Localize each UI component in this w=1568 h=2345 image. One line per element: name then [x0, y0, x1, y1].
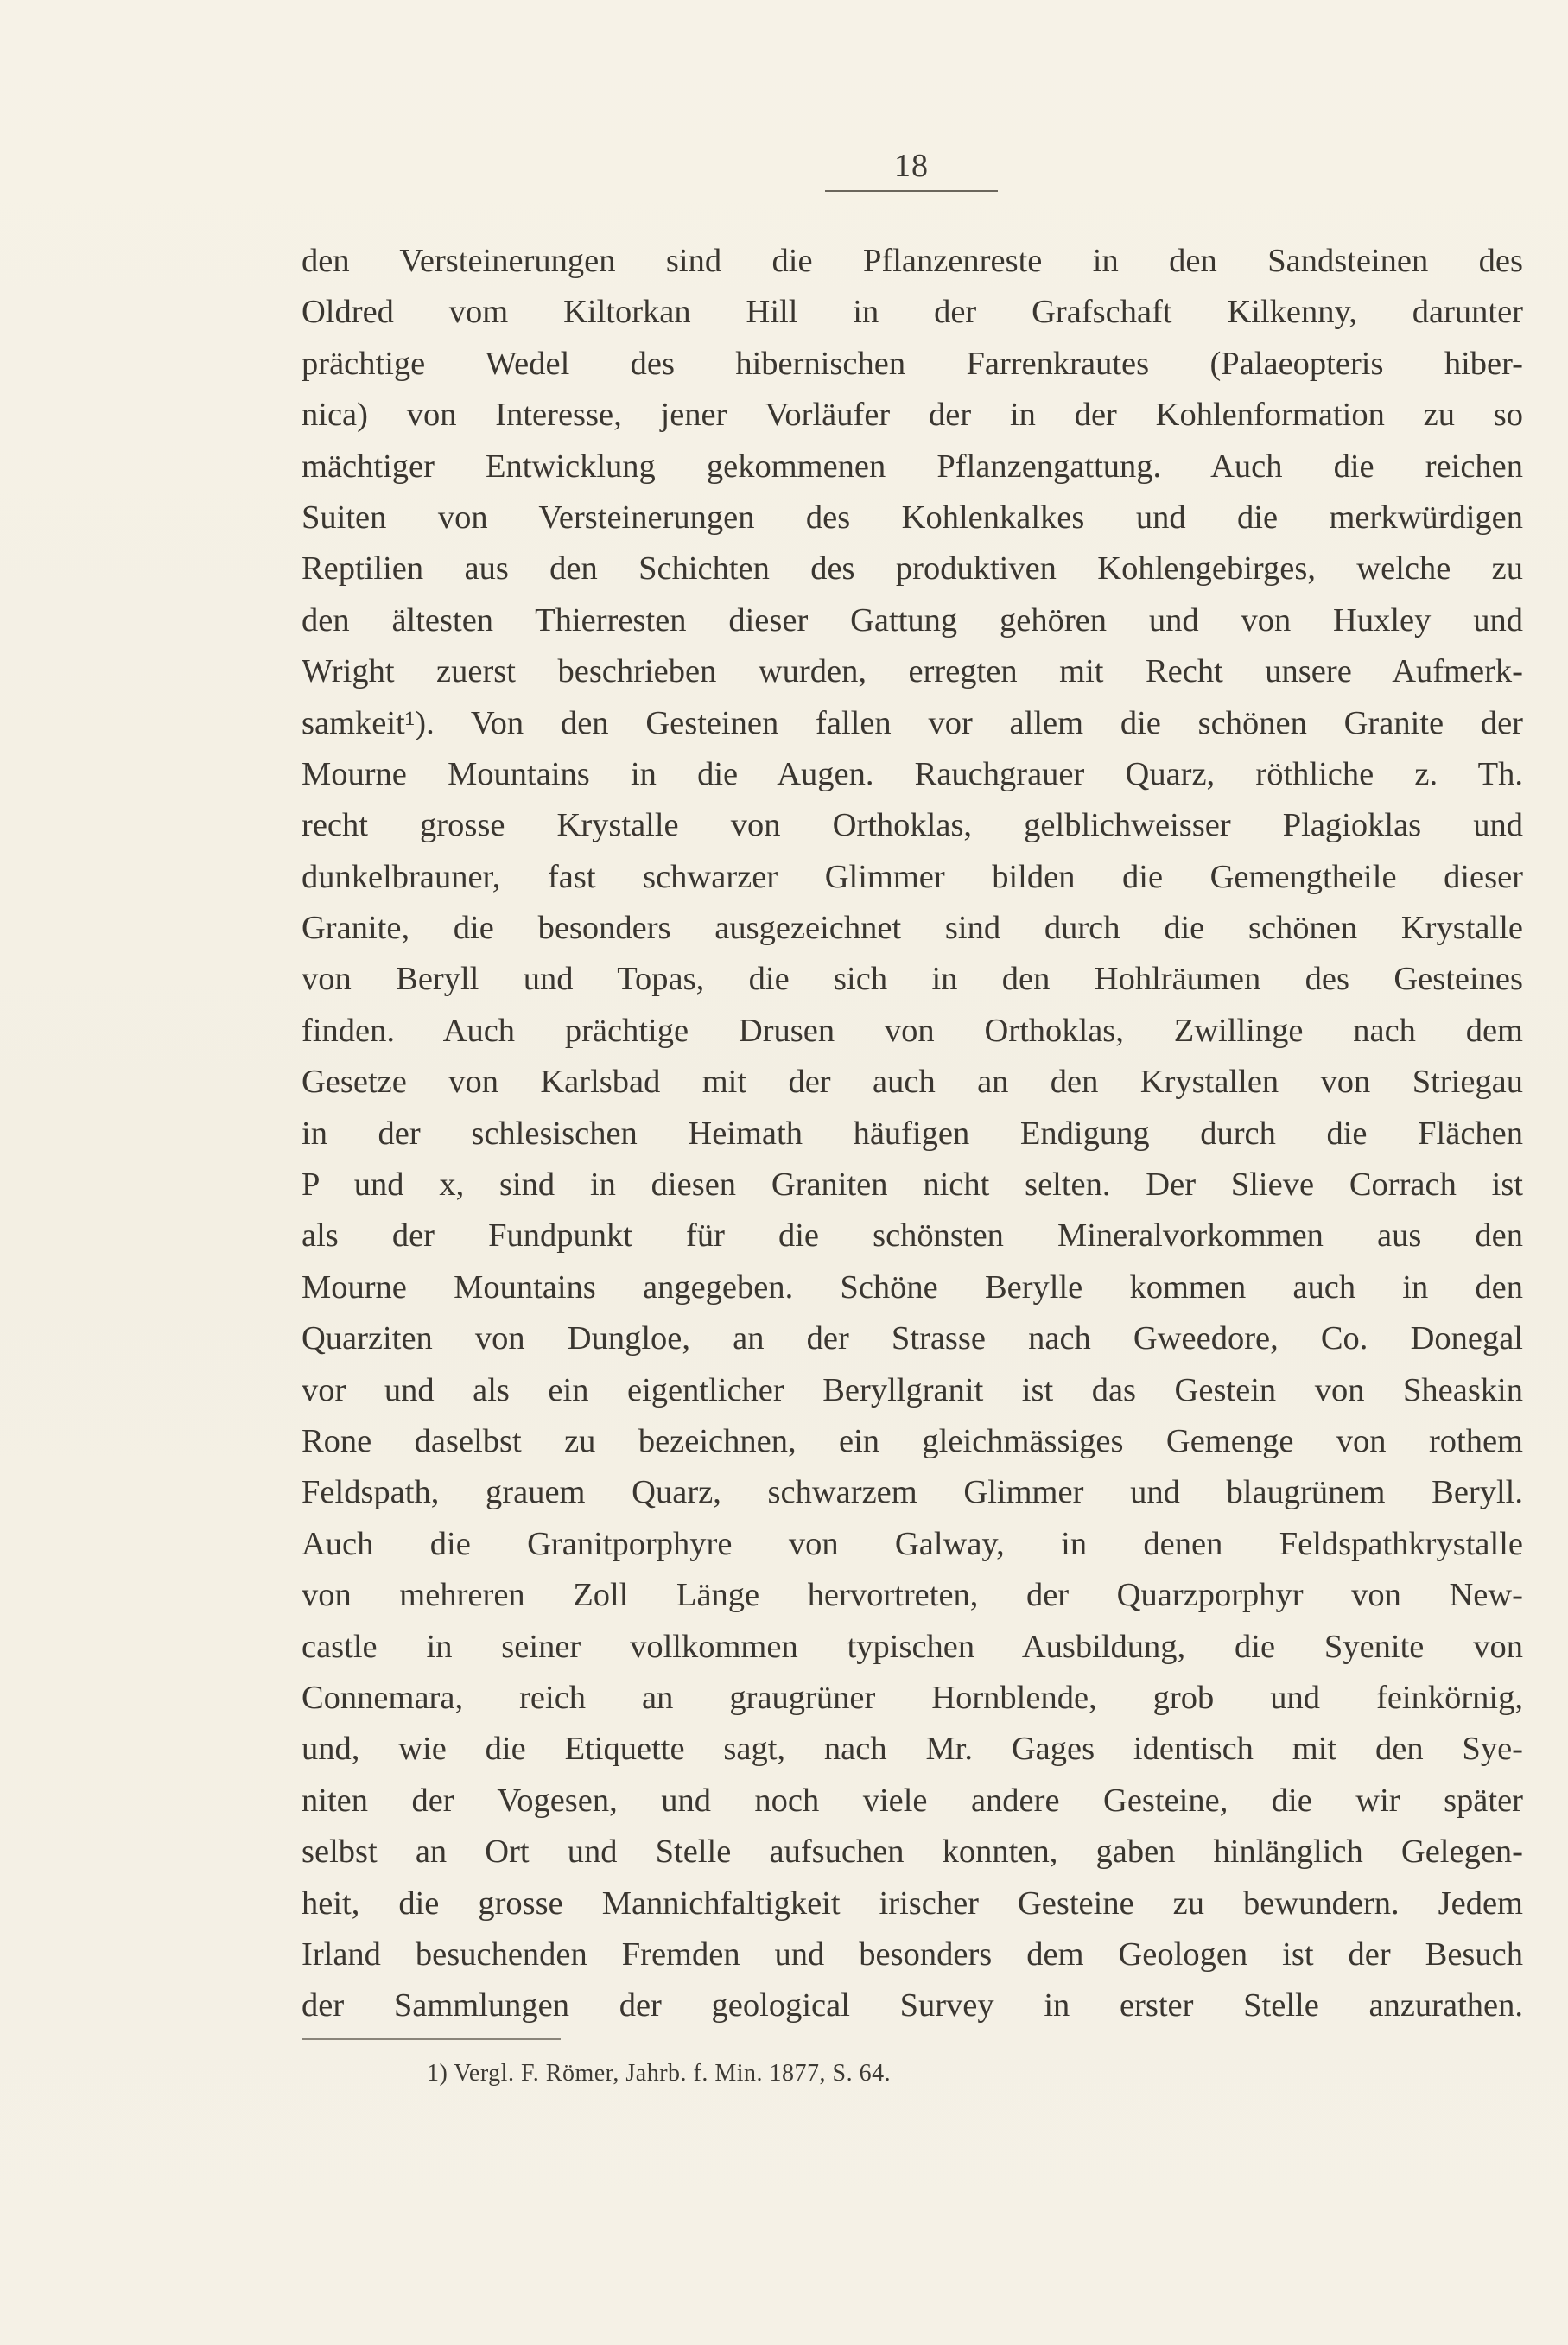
text-line: prächtige Wedel des hibernischen Farrenkrautes (Palaeopteris hiber-: [302, 345, 1523, 382]
text-line: in der schlesischen Heimath häufigen Endigung durch die Flächen: [302, 1115, 1523, 1152]
text-line: samkeit¹). Von den Gesteinen fallen vor allem die schönen Granite der: [302, 704, 1523, 741]
text-line: Irland besuchenden Fremden und besonders dem Geologen ist der Besuch: [302, 1935, 1523, 1973]
text-line: nica) von Interesse, jener Vorläufer der in der Kohlenformation zu so: [302, 397, 1523, 434]
text-line: P und x, sind in diesen Graniten nicht selten. Der Slieve Corrach ist: [302, 1166, 1523, 1204]
text-line: Connemara, reich an graugrüner Hornblende, grob und feinkörnig,: [302, 1679, 1523, 1716]
text-line: Rone daselbst zu bezeichnen, ein gleichmässiges Gemenge von rothem: [302, 1422, 1523, 1459]
text-line: castle in seiner vollkommen typischen Ausbildung, die Syenite von: [302, 1628, 1523, 1665]
text-line: Reptilien aus den Schichten des produktiven Kohlengebirges, welche zu: [302, 550, 1523, 588]
text-line: Mourne Mountains angegeben. Schöne Berylle kommen auch in den: [302, 1268, 1523, 1306]
text-line: Granite, die besonders ausgezeichnet sind durch die schönen Krystalle: [302, 910, 1523, 947]
page-number: 18: [894, 148, 929, 184]
text-line: Oldred vom Kiltorkan Hill in der Grafschaft Kilkenny, darunter: [302, 294, 1523, 331]
text-line: selbst an Ort und Stelle aufsuchen konnten, gaben hinlänglich Gelegen-: [302, 1833, 1523, 1871]
text-line: Mourne Mountains in die Augen. Rauchgrauer Quarz, röthliche z. Th.: [302, 755, 1523, 792]
text-line: dunkelbrauner, fast schwarzer Glimmer bilden die Gemengtheile dieser: [302, 858, 1523, 895]
body-text: [302, 236, 1523, 2032]
text-line: der Sammlungen der geological Survey in erster Stelle anzurathen.: [302, 1987, 1523, 2024]
text-line: Gesetze von Karlsbad mit der auch an den Krystallen von Striegau: [302, 1064, 1523, 1101]
text-line: niten der Vogesen, und noch viele andere Gesteine, die wir später: [302, 1782, 1523, 1819]
text-line: den ältesten Thierresten dieser Gattung gehören und von Huxley und: [302, 601, 1523, 639]
text-line: vor und als ein eigentlicher Beryllgranit ist das Gestein von Sheaskin: [302, 1371, 1523, 1408]
text-line: und, wie die Etiquette sagt, nach Mr. Gages identisch mit den Sye-: [302, 1731, 1523, 1768]
text-line: recht grosse Krystalle von Orthoklas, gelblichweisser Plagioklas und: [302, 807, 1523, 844]
text-line: als der Fundpunkt für die schönsten Mineralvorkommen aus den: [302, 1217, 1523, 1255]
text-line: Suiten von Versteinerungen des Kohlenkalkes und die merkwürdigen: [302, 499, 1523, 536]
text-line: Feldspath, grauem Quarz, schwarzem Glimmer und blaugrünem Beryll.: [302, 1474, 1523, 1511]
text-line: von Beryll und Topas, die sich in den Hohlräumen des Gesteines: [302, 961, 1523, 998]
text-line: den Versteinerungen sind die Pflanzenreste in den Sandsteinen des: [302, 243, 1523, 279]
footnote: 1) Vergl. F. Römer, Jahrb. f. Min. 1877, S. 64.: [427, 2060, 892, 2087]
text-line: Auch die Granitporphyre von Galway, in denen Feldspathkrystalle: [302, 1525, 1523, 1562]
text-line: von mehreren Zoll Länge hervortreten, der Quarzporphyr von New-: [302, 1577, 1523, 1614]
page-number-rule: [825, 190, 998, 192]
text-line: Wright zuerst beschrieben wurden, erregten mit Recht unsere Aufmerk-: [302, 653, 1523, 690]
text-line: heit, die grosse Mannichfaltigkeit irischer Gesteine zu bewundern. Jedem: [302, 1884, 1523, 1922]
text-line: mächtiger Entwicklung gekommenen Pflanzengattung. Auch die reichen: [302, 448, 1523, 485]
text-line: Quarziten von Dungloe, an der Strasse nach Gweedore, Co. Donegal: [302, 1320, 1523, 1357]
text-line: finden. Auch prächtige Drusen von Orthoklas, Zwillinge nach dem: [302, 1012, 1523, 1049]
footnote-rule: [302, 2038, 561, 2040]
